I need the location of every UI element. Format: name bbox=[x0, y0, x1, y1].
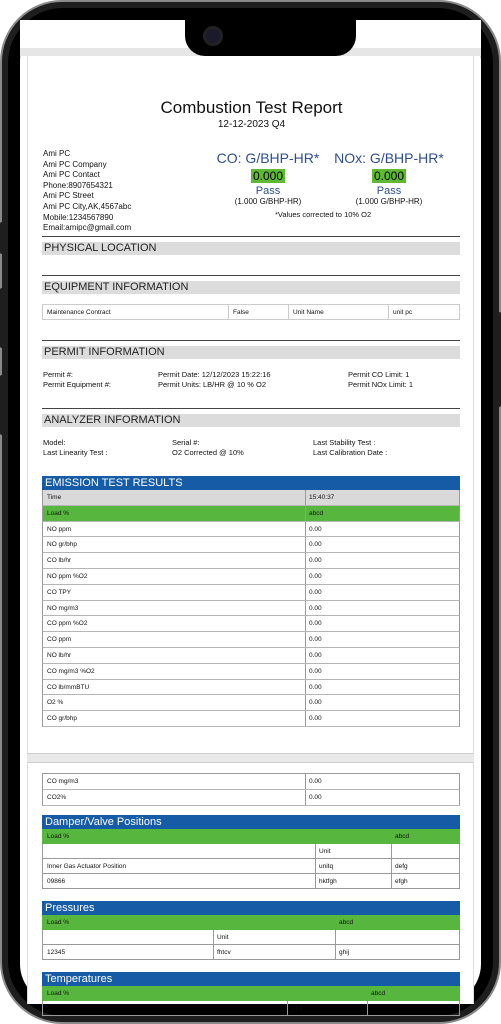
table-cell: efgh bbox=[395, 878, 408, 885]
table-cell: NO lb/hr bbox=[47, 651, 72, 659]
table-cell: 09866 bbox=[47, 878, 66, 885]
analyzer-linearity: Last Linearity Test : bbox=[43, 448, 108, 457]
contact-line: Phone:8907654321 bbox=[43, 180, 113, 190]
equipment-value: False bbox=[233, 309, 249, 316]
table-cell: 0.00 bbox=[309, 683, 322, 691]
damper-table bbox=[42, 815, 460, 889]
table-cell: 0.00 bbox=[309, 715, 322, 723]
nox-label: NOx: G/BHP-HR* bbox=[334, 150, 444, 166]
table-cell: defg bbox=[395, 863, 408, 870]
table-cell: hktfgh bbox=[319, 878, 337, 885]
permit-col-1 bbox=[43, 370, 111, 390]
temperatures-title: Temperatures bbox=[42, 972, 460, 986]
analyzer-stability: Last Stability Test : bbox=[313, 438, 376, 447]
table-cell: 0.00 bbox=[309, 541, 322, 549]
table-cell: NO ppm bbox=[47, 525, 72, 533]
volume-down-button bbox=[0, 375, 6, 435]
table-row bbox=[42, 537, 460, 553]
table-cell: NO mg/m3 bbox=[47, 604, 79, 612]
temperatures-table bbox=[42, 972, 460, 1016]
table-row bbox=[42, 930, 460, 945]
table-row bbox=[42, 664, 460, 680]
table-row bbox=[42, 585, 460, 601]
table-cell: CO lb/mmBTU bbox=[47, 683, 90, 691]
contact-line: Mobile:1234567890 bbox=[43, 212, 114, 222]
table-cell: Time bbox=[47, 494, 62, 501]
table-cell: CO ppm %O2 bbox=[47, 620, 88, 628]
contact-line: Ami PC Contact bbox=[43, 170, 100, 180]
table-cell: 0.00 bbox=[309, 778, 322, 785]
table-cell: Inner Gas Actuator Position bbox=[47, 863, 127, 870]
table-cell: CO2% bbox=[47, 793, 67, 801]
table-row bbox=[42, 859, 460, 874]
load-value: abcd bbox=[395, 833, 410, 840]
table-row bbox=[42, 632, 460, 648]
analyzer-col-2 bbox=[172, 438, 244, 458]
table-row bbox=[42, 1001, 460, 1016]
section-analyzer-information: ANALYZER INFORMATION bbox=[42, 414, 460, 427]
divider bbox=[42, 408, 460, 409]
unit-header: Unit bbox=[217, 934, 229, 941]
table-cell: unitq bbox=[319, 863, 334, 870]
table-cell: 0.00 bbox=[309, 636, 322, 644]
nox-result bbox=[329, 150, 449, 206]
table-cell: CO lb/hr bbox=[47, 557, 72, 565]
report-document[interactable] bbox=[27, 56, 474, 1012]
table-row bbox=[42, 490, 460, 506]
damper-title: Damper/Valve Positions bbox=[42, 815, 460, 829]
equipment-row bbox=[42, 304, 460, 320]
unit-header: Unit bbox=[291, 1005, 303, 1012]
table-cell: 0.00 bbox=[309, 525, 322, 533]
section-permit-information: PERMIT INFORMATION bbox=[42, 346, 460, 359]
co-limit: (1.000 G/BHP-HR) bbox=[234, 197, 302, 206]
report-title: Combustion Test Report bbox=[160, 98, 343, 117]
report-page-2 bbox=[27, 763, 474, 1012]
equipment-label: Maintenance Contract bbox=[47, 309, 111, 316]
table-row bbox=[42, 522, 460, 538]
analyzer-model: Model: bbox=[43, 438, 66, 447]
contact-line: Ami PC Street bbox=[43, 191, 94, 201]
report-date: 12-12-2023 Q4 bbox=[217, 119, 286, 130]
table-cell: fhtcv bbox=[217, 949, 231, 956]
pressures-title: Pressures bbox=[42, 901, 460, 915]
table-cell: 12345 bbox=[47, 949, 66, 956]
divider bbox=[42, 236, 460, 237]
table-row bbox=[42, 711, 460, 727]
table-row bbox=[42, 945, 460, 960]
table-row bbox=[42, 915, 460, 930]
load-label: Load % bbox=[47, 990, 70, 997]
page-break bbox=[27, 753, 474, 763]
table-cell: 15:40:37 bbox=[309, 494, 335, 501]
table-cell: abcd bbox=[309, 509, 324, 517]
table-cell: 0.00 bbox=[309, 793, 322, 801]
table-cell: Load % bbox=[47, 509, 70, 517]
report-page-1 bbox=[27, 56, 474, 753]
permit-date: Permit Date: 12/12/2023 15:22:16 bbox=[158, 370, 271, 379]
table-row bbox=[42, 829, 460, 844]
unit-header: Unit bbox=[319, 848, 331, 855]
screen bbox=[20, 20, 481, 1012]
table-cell: CO TPY bbox=[47, 588, 72, 596]
table-row bbox=[42, 506, 460, 522]
permit-nox-limit: Permit NOx Limit: 1 bbox=[348, 380, 414, 389]
table-cell: CO ppm bbox=[47, 636, 72, 644]
table-row bbox=[42, 774, 460, 790]
permit-units: Permit Units: LB/HR @ 10 % O2 bbox=[158, 380, 267, 389]
table-cell: 0.00 bbox=[309, 620, 322, 628]
camera-icon bbox=[203, 26, 223, 46]
contact-line: Ami PC bbox=[43, 149, 71, 158]
contact-block bbox=[43, 149, 131, 234]
co-status: Pass bbox=[255, 185, 281, 197]
co-result bbox=[208, 150, 328, 206]
table-cell: CO mg/m3 %O2 bbox=[47, 667, 95, 675]
load-value: abcd bbox=[339, 919, 354, 926]
table-cell: CO mg/m3 bbox=[47, 778, 79, 785]
table-cell: 0.00 bbox=[309, 604, 322, 612]
emission-table bbox=[42, 476, 460, 727]
table-cell: 0.00 bbox=[309, 651, 322, 659]
table-row bbox=[42, 616, 460, 632]
section-physical-location: PHYSICAL LOCATION bbox=[42, 242, 460, 255]
nox-status: Pass bbox=[376, 185, 402, 197]
table-row bbox=[42, 695, 460, 711]
contact-line: Email:amipc@gmail.com bbox=[43, 223, 132, 233]
permit-equipment: Permit Equipment #: bbox=[43, 380, 111, 389]
contact-line: Ami PC City,AK,4567abc bbox=[43, 201, 132, 211]
power-button bbox=[495, 312, 501, 407]
section-equipment-information: EQUIPMENT INFORMATION bbox=[42, 281, 460, 294]
table-cell: NO gr/bhp bbox=[47, 541, 77, 549]
table-cell: 0.00 bbox=[309, 572, 322, 580]
nox-limit: (1.000 G/BHP-HR) bbox=[355, 197, 423, 206]
load-value: abcd bbox=[371, 990, 386, 997]
permit-co-limit: Permit CO Limit: 1 bbox=[348, 370, 410, 379]
unit-name-label: Unit Name bbox=[293, 309, 324, 316]
unit-name-value: unit pc bbox=[393, 309, 413, 316]
table-cell: O2 % bbox=[47, 699, 64, 707]
table-row bbox=[42, 569, 460, 585]
table-row bbox=[42, 874, 460, 889]
emission-table-continued bbox=[42, 773, 460, 806]
table-row bbox=[42, 986, 460, 1001]
table-row bbox=[42, 553, 460, 569]
contact-line: Ami PC Company bbox=[43, 159, 107, 169]
phone-notch bbox=[185, 20, 356, 56]
analyzer-calibration: Last Calibration Date : bbox=[313, 448, 388, 457]
analyzer-serial: Serial #: bbox=[172, 438, 200, 447]
load-label: Load % bbox=[47, 833, 70, 840]
analyzer-o2: O2 Corrected @ 10% bbox=[172, 448, 244, 457]
table-row bbox=[42, 790, 460, 806]
table-row bbox=[42, 680, 460, 696]
co-value: 0.000 bbox=[252, 169, 284, 183]
permit-col-2 bbox=[158, 370, 271, 390]
permit-number: Permit #: bbox=[43, 370, 74, 379]
divider bbox=[42, 275, 460, 276]
side-button bbox=[0, 222, 6, 254]
emission-title: EMISSION TEST RESULTS bbox=[42, 476, 460, 490]
table-cell: ghij bbox=[339, 949, 350, 956]
correction-note: *Values corrected to 10% O2 bbox=[275, 210, 372, 219]
table-row bbox=[42, 844, 460, 859]
table-cell: 0.00 bbox=[309, 557, 322, 565]
table-row bbox=[42, 601, 460, 617]
table-cell: 0.00 bbox=[309, 699, 322, 707]
pressures-table bbox=[42, 901, 460, 960]
analyzer-col-1 bbox=[43, 438, 107, 458]
table-row bbox=[42, 648, 460, 664]
divider bbox=[42, 340, 460, 341]
table-cell: 0.00 bbox=[309, 667, 322, 675]
load-label: Load % bbox=[47, 919, 70, 926]
co-label: CO: G/BHP-HR* bbox=[216, 150, 320, 166]
table-cell: NO ppm %O2 bbox=[47, 572, 88, 580]
table-cell: 0.00 bbox=[309, 588, 322, 596]
table-cell: CO gr/bhp bbox=[47, 715, 77, 723]
analyzer-col-3 bbox=[313, 438, 387, 458]
nox-value: 0.000 bbox=[373, 169, 405, 183]
volume-up-button bbox=[0, 288, 6, 348]
permit-col-3 bbox=[348, 370, 413, 390]
